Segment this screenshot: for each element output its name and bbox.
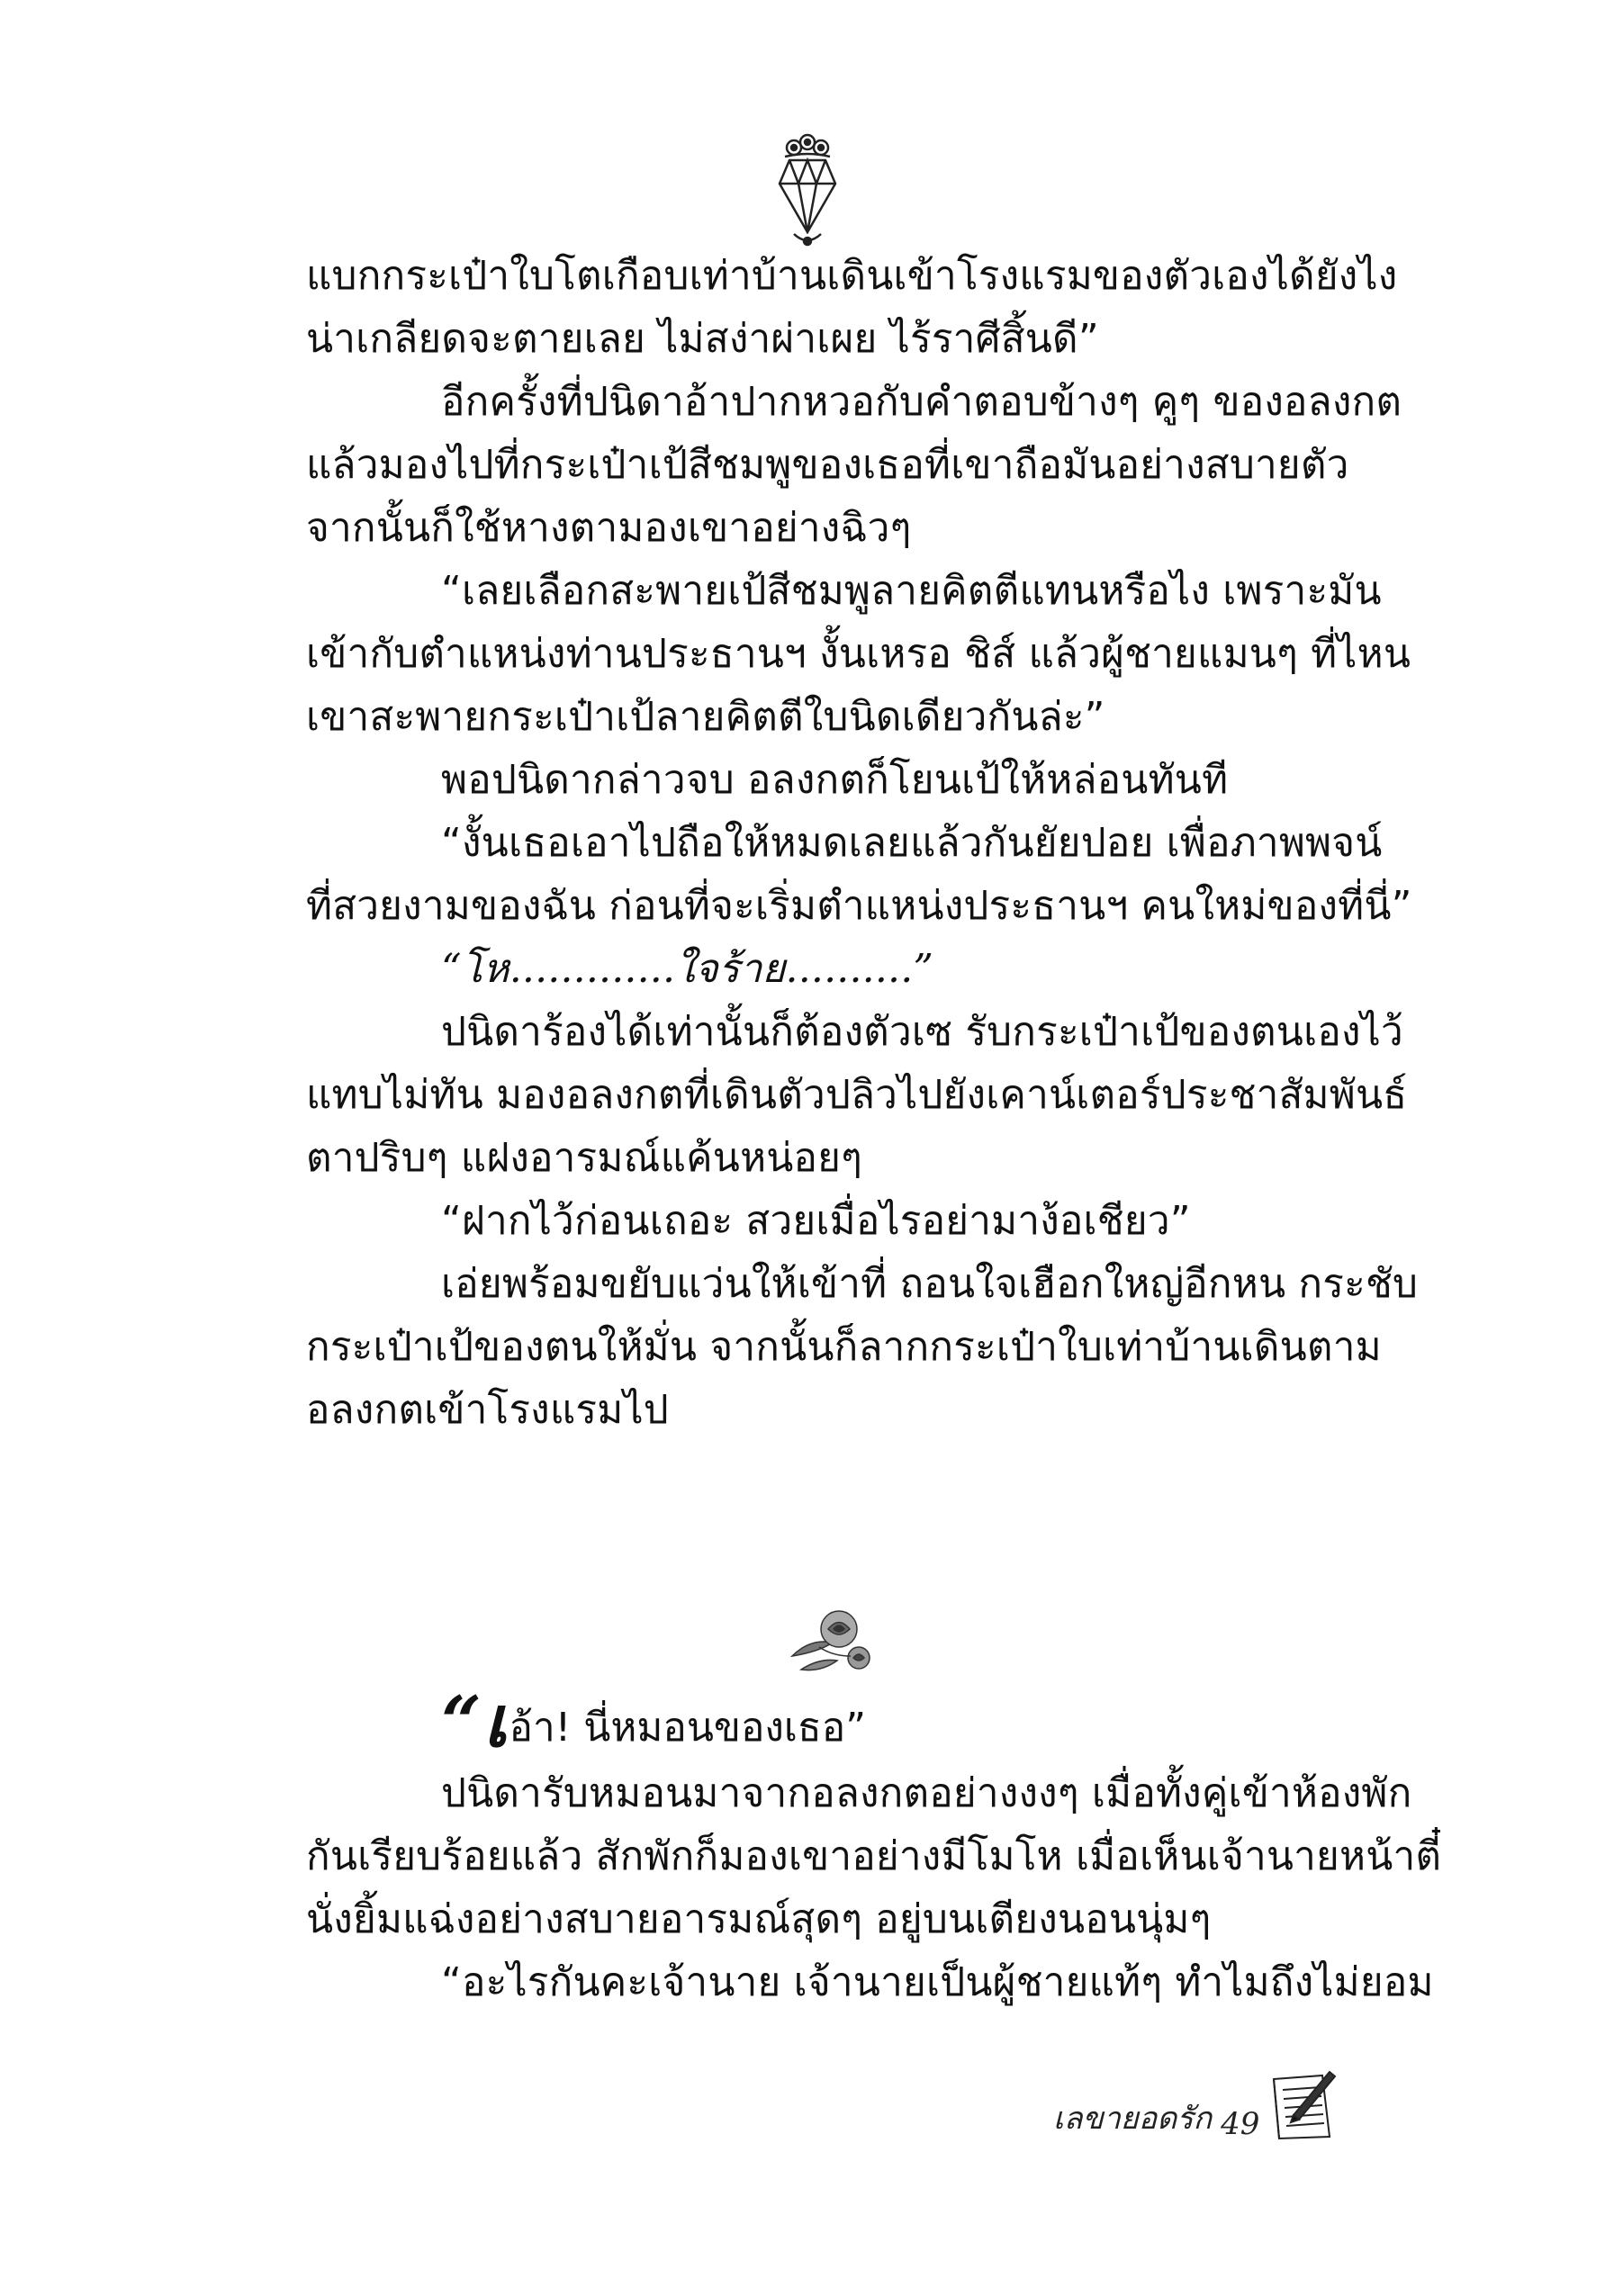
dropcap-letter: เ xyxy=(482,1681,508,1763)
text-line: “งั้นเธอเอาไปถือให้หมดเลยแล้วกันยัยปอย เพื่อภาพพจน์ xyxy=(441,820,1383,866)
text-line: อีกครั้งที่ปนิดาอ้าปากหวอกับคำตอบข้างๆ คูๆ ของอลงกต xyxy=(441,379,1402,425)
text-line: กันเรียบร้อยแล้ว สักพักก็มองเขาอย่างมีโมโห เมื่อเห็นเจ้านายหน้าตี๋ xyxy=(306,1833,1442,1879)
text-line: ปนิดาร้องได้เท่านั้นก็ต้องตัวเซ รับกระเป๋าเป้ของตนเองไว้ xyxy=(441,1009,1403,1055)
page-footer xyxy=(1053,2079,1339,2142)
text-line: “อะไรกันคะเจ้านาย เจ้านายเป็นผู้ชายแท้ๆ ทำไมถึงไม่ยอม xyxy=(441,1959,1434,2005)
text-line: เอ่ยพร้อมขยับแว่นให้เข้าที่ ถอนใจเฮือกใหญ่อีกหน กระชับ xyxy=(441,1261,1419,1307)
text-line: “ฝากไว้ก่อนเถอะ สวยเมื่อไรอย่ามาง้อเชียว” xyxy=(441,1198,1191,1244)
text-line: น่าเกลียดจะตายเลย ไม่สง่าผ่าเผย ไร้ราศีสิ้นดี” xyxy=(306,316,1099,362)
dropcap-quote: “ xyxy=(441,1681,482,1763)
text-block-1 xyxy=(306,245,1419,1442)
text-line: จากนั้นก็ใช้หางตามองเขาอย่างฉิวๆ xyxy=(306,505,912,551)
text-line: แบกกระเป๋าใบโตเกือบเท่าบ้านเดินเข้าโรงแรมของตัวเองได้ยังไง xyxy=(306,253,1398,299)
text-line: กระเป๋าเป้ของตนให้มั่น จากนั้นก็ลากกระเป๋าใบเท่าบ้านเดินตาม xyxy=(306,1324,1382,1370)
text-line: เขาสะพายกระเป๋าเป้ลายคิตตีใบนิดเดียวกันล่ะ” xyxy=(306,694,1105,740)
text-line: แล้วมองไปที่กระเป๋าเป้สีชมพูของเธอที่เขาถือมันอย่างสบายตัว xyxy=(306,442,1349,488)
text-line: ปนิดารับหมอนมาจากอลงกตอย่างงงๆ เมื่อทั้งคู่เข้าห้องพัก xyxy=(441,1770,1412,1816)
text-line: แทบไม่ทัน มองอลงกตที่เดินตัวปลิวไปยังเคาน์เตอร์ประชาสัมพันธ์ xyxy=(306,1072,1408,1118)
text-line: อลงกตเข้าโรงแรมไป xyxy=(306,1387,669,1433)
rose-ornament-icon xyxy=(783,1602,882,1683)
dropcap-paragraph-start xyxy=(306,1681,1368,1763)
page-number: 49 xyxy=(1221,2106,1260,2142)
text-line: “โห.............ใจร้าย..........” xyxy=(441,946,934,992)
text-line: “เลยเลือกสะพายเป้สีชมพูลายคิตตีแทนหรือไง เพราะมัน xyxy=(441,568,1382,614)
text-block-2-lines xyxy=(306,1762,1442,2014)
text-line: นั่งยิ้มแฉ่งอย่างสบายอารมณ์สุดๆ อยู่บนเตียงนอนนุ่มๆ xyxy=(306,1896,1212,1942)
notebook-pen-icon xyxy=(1267,2068,1339,2142)
text-block-2 xyxy=(306,1681,1442,2014)
running-title: เลขายอดรัก xyxy=(1053,2101,1213,2137)
text-line: เข้ากับตำแหน่งท่านประธานฯ งั้นเหรอ ชิส์ แล้วผู้ชายแมนๆ ที่ไหน xyxy=(306,631,1411,677)
lantern-ornament-icon xyxy=(767,133,848,250)
dropcap-rest: อ้า! นี่หมอนของเธอ” xyxy=(509,1705,866,1751)
text-line: พอปนิดากล่าวจบ อลงกตก็โยนเป้ให้หล่อนทันที xyxy=(441,757,1229,803)
text-line: ที่สวยงามของฉัน ก่อนที่จะเริ่มตำแหน่งประธานฯ คนใหม่ของที่นี่” xyxy=(306,883,1412,929)
text-line: ตาปริบๆ แฝงอารมณ์แค้นหน่อยๆ xyxy=(306,1135,863,1181)
